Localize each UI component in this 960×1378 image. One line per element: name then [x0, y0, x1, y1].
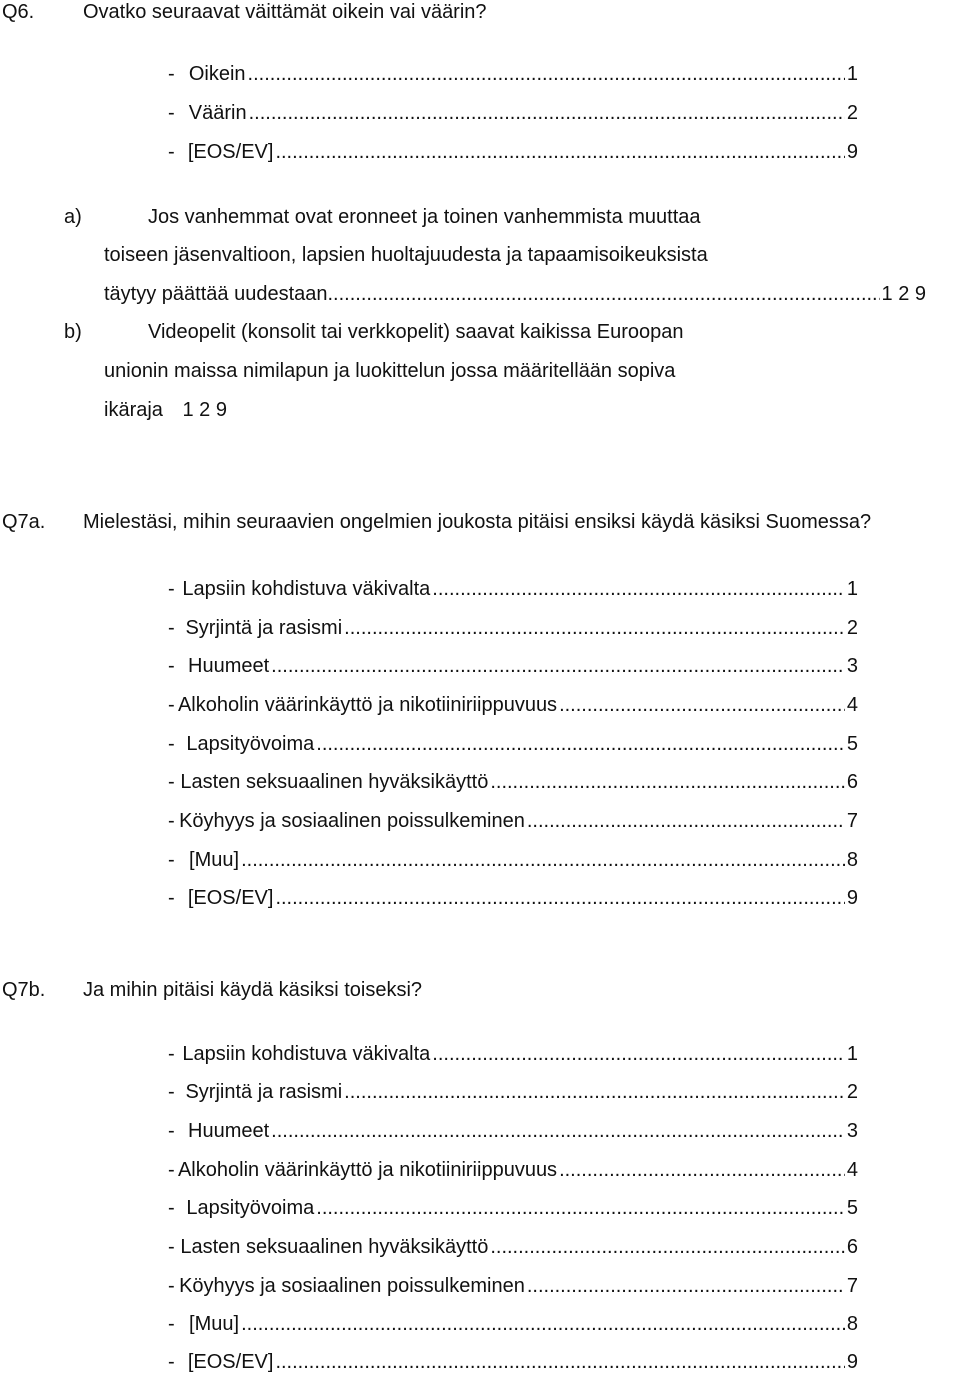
leader-dots — [527, 810, 845, 833]
option-code: 8 — [846, 1313, 858, 1335]
option-row — [168, 141, 858, 165]
leader-dots — [559, 1159, 845, 1182]
option-row — [168, 1081, 858, 1105]
option-code: 4 — [846, 1159, 858, 1181]
leader-dots — [241, 1313, 845, 1336]
option-row — [168, 887, 858, 911]
option-dash: - — [168, 141, 175, 163]
option-label: Alkoholin väärinkäyttö ja nikotiiniriippuvuus — [177, 694, 558, 716]
leader-dots — [275, 141, 844, 164]
option-row — [168, 1313, 858, 1337]
item-answer-line — [104, 399, 227, 421]
option-code: 1 — [846, 578, 858, 600]
leader-dots — [241, 849, 845, 872]
leader-dots — [527, 1275, 845, 1298]
item-text-line: Videopelit (konsolit tai verkkopelit) saavat kaikissa Euroopan — [148, 321, 684, 343]
option-label: [Muu] — [189, 849, 240, 871]
option-dash: - — [168, 733, 175, 755]
leader-dots — [344, 1081, 845, 1104]
leader-dots — [271, 1120, 845, 1143]
option-row — [168, 102, 858, 126]
question-text: Mielestäsi, mihin seuraavien ongelmien joukosta pitäisi ensiksi käydä käsiksi Suomessa? — [83, 511, 872, 533]
leader-dots — [275, 1351, 844, 1374]
option-dash: - — [168, 655, 175, 677]
option-dash: - — [168, 810, 175, 832]
leader-dots — [559, 694, 845, 717]
leader-dots — [249, 102, 845, 125]
option-label: Lapsiin kohdistuva väkivalta — [182, 578, 431, 600]
option-label: Oikein — [188, 63, 246, 85]
option-code: 8 — [846, 849, 858, 871]
option-label: Väärin — [188, 102, 247, 124]
option-dash: - — [168, 1236, 175, 1258]
question-id: Q6. — [2, 1, 35, 23]
option-row — [168, 63, 858, 87]
option-row — [168, 771, 858, 795]
leader-dots — [328, 283, 880, 305]
leader-dots — [344, 617, 845, 640]
option-label: Syrjintä ja rasismi — [185, 1081, 343, 1103]
option-label: Köyhyys ja sosiaalinen poissulkeminen — [179, 1275, 525, 1297]
option-row — [168, 694, 858, 718]
option-dash: - — [168, 849, 175, 871]
option-label: Lapsiin kohdistuva väkivalta — [182, 1043, 431, 1065]
option-label: [Muu] — [189, 1313, 240, 1335]
leader-dots — [271, 655, 845, 678]
option-dash: - — [168, 1120, 175, 1142]
option-dash: - — [168, 63, 175, 85]
option-row — [168, 849, 858, 873]
leader-dots — [316, 733, 845, 756]
question-id: Q7b. — [2, 979, 46, 1001]
option-code: 2 — [846, 1081, 858, 1103]
item-codes: 1 2 9 — [881, 283, 926, 305]
item-text-line: unionin maissa nimilapun ja luokittelun jossa määritellään sopiva — [104, 360, 676, 382]
option-code: 3 — [846, 655, 858, 677]
option-code: 6 — [846, 771, 858, 793]
option-dash: - — [168, 1275, 175, 1297]
option-code: 1 — [846, 1043, 858, 1065]
option-dash: - — [168, 1043, 175, 1065]
option-code: 4 — [846, 694, 858, 716]
option-row — [168, 733, 858, 757]
option-code: 7 — [846, 810, 858, 832]
leader-dots — [275, 887, 844, 910]
option-dash: - — [168, 578, 175, 600]
option-code: 9 — [846, 141, 858, 163]
option-row — [168, 1120, 858, 1144]
option-label: [EOS/EV] — [187, 1351, 274, 1373]
option-code: 9 — [846, 887, 858, 909]
option-dash: - — [168, 694, 175, 716]
item-text-line: ikäraja — [104, 399, 163, 421]
option-label: Alkoholin väärinkäyttö ja nikotiiniriippuvuus — [177, 1159, 558, 1181]
option-label: Lapsityövoima — [186, 1197, 315, 1219]
item-text-line: Jos vanhemmat ovat eronneet ja toinen vanhemmista muuttaa — [148, 206, 701, 228]
option-code: 2 — [846, 617, 858, 639]
item-letter: b) — [64, 321, 82, 343]
option-dash: - — [168, 1081, 175, 1103]
option-label: Lasten seksuaalinen hyväksikäyttö — [180, 771, 489, 793]
item-text-line: toiseen jäsenvaltioon, lapsien huoltajuudesta ja tapaamisoikeuksista — [104, 244, 708, 266]
option-row — [168, 578, 858, 602]
item-text-line: täytyy päättää uudestaan — [104, 283, 328, 305]
option-dash: - — [168, 771, 175, 793]
option-code: 6 — [846, 1236, 858, 1258]
option-dash: - — [168, 1197, 175, 1219]
question-text: Ja mihin pitäisi käydä käsiksi toiseksi? — [83, 979, 423, 1001]
option-row — [168, 1043, 858, 1067]
option-dash: - — [168, 887, 175, 909]
option-dash: - — [168, 617, 175, 639]
leader-dots — [316, 1197, 845, 1220]
option-code: 1 — [846, 63, 858, 85]
option-row — [168, 1275, 858, 1299]
question-id: Q7a. — [2, 511, 46, 533]
option-code: 9 — [846, 1351, 858, 1373]
option-row — [168, 810, 858, 834]
option-dash: - — [168, 1351, 175, 1373]
leader-dots — [432, 578, 845, 601]
option-row — [168, 1159, 858, 1183]
leader-dots — [248, 63, 845, 86]
leader-dots — [490, 771, 845, 794]
question-text: Ovatko seuraavat väittämät oikein vai väärin? — [83, 1, 487, 23]
item-answer-line — [104, 283, 926, 305]
option-row — [168, 617, 858, 641]
option-label: [EOS/EV] — [187, 141, 274, 163]
option-code: 2 — [846, 102, 858, 124]
option-label: Köyhyys ja sosiaalinen poissulkeminen — [179, 810, 525, 832]
option-dash: - — [168, 1313, 175, 1335]
option-row — [168, 655, 858, 679]
option-label: Lapsityövoima — [186, 733, 315, 755]
option-row — [168, 1197, 858, 1221]
item-letter: a) — [64, 206, 82, 228]
option-label: Huumeet — [188, 655, 270, 677]
option-code: 3 — [846, 1120, 858, 1142]
option-label: [EOS/EV] — [187, 887, 274, 909]
option-dash: - — [168, 1159, 175, 1181]
leader-dots — [490, 1236, 845, 1259]
option-label: Huumeet — [188, 1120, 270, 1142]
option-label: Lasten seksuaalinen hyväksikäyttö — [180, 1236, 489, 1258]
item-codes: 1 2 9 — [182, 399, 227, 421]
option-code: 5 — [846, 1197, 858, 1219]
option-dash: - — [168, 102, 175, 124]
option-code: 7 — [846, 1275, 858, 1297]
option-row — [168, 1351, 858, 1375]
option-code: 5 — [846, 733, 858, 755]
option-label: Syrjintä ja rasismi — [185, 617, 343, 639]
option-row — [168, 1236, 858, 1260]
leader-dots — [432, 1043, 845, 1066]
